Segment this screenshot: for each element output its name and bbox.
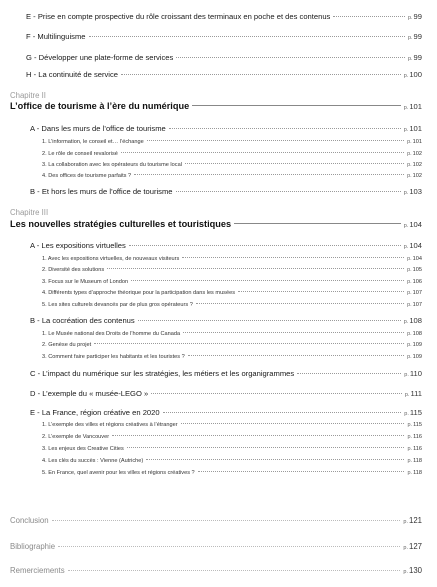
toc-page-number: p.110 [404,369,422,378]
dot-leader [138,320,401,321]
dot-leader [107,268,404,269]
toc-page-number: p.108 [403,316,422,325]
toc-page-number: p.116 [407,446,422,452]
toc-subentry[interactable]: 2. Genèse du projet p.109 [42,342,422,348]
toc-entry-label: G - Développer une plate-forme de services [26,53,174,62]
toc-subentry[interactable]: 4. Différents types d’approche théorique pour la participation dans les musées p.107 [42,290,422,296]
dot-leader [176,191,401,192]
dot-leader [121,74,401,75]
toc-page-number: p.99 [407,53,422,62]
chapter-3-label: Chapitre III [10,208,49,217]
toc-entry-label: D - L’exemple du « musée-LEGO » [30,389,149,398]
toc-subentry[interactable]: 5. Les sites culturels devancés par de plus gros opérateurs ? p.107 [42,302,422,308]
dot-leader [151,393,402,394]
toc-subentry[interactable]: 3. Les enjeux des Creative Cities p.116 [42,446,422,452]
toc-page-number: p.115 [407,422,422,428]
dot-leader [238,291,404,292]
chapter-2-label: Chapitre II [10,91,46,100]
toc-entry-e-terminaux[interactable] [26,12,422,21]
dot-leader [68,570,401,571]
toc-page-number: p.115 [404,408,422,417]
toc-section-3b[interactable] [30,316,422,325]
toc-entry-h-continuite[interactable] [26,70,422,79]
toc-page-number: p.116 [407,434,422,440]
toc-subentry[interactable]: 3. La collaboration avec les opérateurs du tourisme local p.102 [42,162,422,168]
toc-section-3c[interactable] [30,369,422,378]
toc-entry-label: Conclusion [10,516,49,525]
toc-page-number: p.99 [407,12,422,21]
toc-entry-bibliographie[interactable] [10,542,422,551]
toc-entry-label: Remerciements [10,566,65,575]
toc-page-number: p.99 [407,32,422,41]
dot-leader [297,373,401,374]
dot-leader [188,355,404,356]
dot-leader [58,546,400,547]
dot-leader [181,423,405,424]
toc-page-number: p.104 [407,256,422,262]
toc-entry-label: C - L’impact du numérique sur les stratégies, les métiers et les organigrammes [30,369,295,378]
dot-leader [94,343,404,344]
dot-leader [131,280,404,281]
toc-page-number: p.111 [404,389,422,398]
toc-section-3e[interactable] [30,408,422,417]
toc-page-number: p.106 [407,279,422,285]
chapter-title-text: L’office de tourisme à l’ère du numérique [10,101,190,111]
dot-leader [192,105,401,106]
dot-leader [196,303,404,304]
toc-page-number: p.109 [407,354,422,360]
toc-page-number: p.103 [403,187,422,196]
toc-entry-label: E - La France, région créative en 2020 [30,408,160,417]
toc-page-number: p.104 [403,220,422,229]
toc-subentry[interactable]: 2. L’exemple de Vancouver p.116 [42,434,422,440]
toc-subentry[interactable]: 5. En France, quel avenir pour les villes et régions créatives ? p.118 [42,470,422,476]
toc-entry-remerciements[interactable] [10,566,422,575]
toc-subentry[interactable]: 1. L’information, le conseil et… l’échange p.101 [42,139,422,145]
toc-subentry[interactable]: 2. Diversité des solutions p.105 [42,267,422,273]
toc-section-3d[interactable] [30,389,422,398]
toc-page-number: p.127 [403,542,422,551]
dot-leader [146,459,404,460]
toc-entry-label: A - Dans les murs de l’office de tourisme [30,124,166,133]
dot-leader [89,36,405,37]
toc-subentry[interactable]: 4. Les clés du succès : Vienne (Autriche) p.118 [42,458,422,464]
toc-page-number: p.102 [407,173,422,179]
toc-page-number: p.101 [407,139,422,145]
toc-page-number: p.108 [407,331,422,337]
toc-page-number: p.101 [403,102,422,111]
chapter-title-text: Les nouvelles stratégies culturelles et touristiques [10,219,232,229]
toc-page-number: p.118 [407,458,422,464]
toc-entry-f-multilinguisme[interactable] [26,32,422,41]
chapter-3-title[interactable] [10,219,422,229]
toc-entry-conclusion[interactable] [10,516,422,525]
toc-subentry[interactable]: 2. Le rôle de conseil revalorisé p.102 [42,151,422,157]
dot-leader [129,245,401,246]
toc-entry-label: H - La continuité de service [26,70,119,79]
dot-leader [52,520,401,521]
toc-entry-label: E - Prise en compte prospective du rôle croissant des terminaux en poche et des contenus [26,12,331,21]
dot-leader [182,257,404,258]
toc-subentry[interactable]: 3. Focus sur le Museum of London p.106 [42,279,422,285]
toc-page-number: p.105 [407,267,422,273]
dot-leader [333,16,405,17]
toc-entry-label: B - Et hors les murs de l’office de tourisme [30,187,173,196]
toc-subentry[interactable]: 4. Des offices de tourisme parfaits ? p.102 [42,173,422,179]
toc-entry-label: A - Les expositions virtuelles [30,241,126,250]
toc-entry-label: F - Multilinguisme [26,32,86,41]
toc-page-number: p.109 [407,342,422,348]
toc-section-2b[interactable] [30,187,422,196]
dot-leader [234,223,401,224]
toc-page-number: p.130 [403,566,422,575]
chapter-2-title[interactable] [10,101,422,111]
dot-leader [147,140,404,141]
toc-section-2a[interactable] [30,124,422,133]
toc-page-number: p.102 [407,162,422,168]
dot-leader [176,57,405,58]
toc-page-number: p.107 [407,290,422,296]
toc-page-number: p.100 [403,70,422,79]
dot-leader [169,128,401,129]
toc-page-number: p.101 [403,124,422,133]
toc-subentry[interactable]: 1. Avec les expositions virtuelles, de nouveaux visiteurs p.104 [42,256,422,262]
dot-leader [163,412,402,413]
dot-leader [127,447,405,448]
toc-page-number: p.121 [403,516,422,525]
toc-subentry[interactable]: 3. Comment faire participer les habitants et les touristes ? p.109 [42,354,422,360]
dot-leader [183,332,404,333]
dot-leader [185,163,404,164]
dot-leader [134,174,404,175]
toc-page-number: p.102 [407,151,422,157]
toc-entry-label: Bibliographie [10,542,56,551]
dot-leader [121,152,404,153]
dot-leader [198,471,405,472]
dot-leader [112,435,404,436]
toc-page-number: p.118 [407,470,422,476]
toc-section-3a[interactable] [30,241,422,250]
toc-page-number: p.107 [407,302,422,308]
toc-subentry[interactable]: 1. L’exemple des villes et régions créatives à l’étranger p.115 [42,422,422,428]
toc-subentry[interactable]: 1. Le Musée national des Droits de l’homme du Canada p.108 [42,331,422,337]
toc-page-number: p.104 [403,241,422,250]
toc-entry-label: B - La cocréation des contenus [30,316,135,325]
toc-entry-g-plate-forme[interactable] [26,53,422,62]
